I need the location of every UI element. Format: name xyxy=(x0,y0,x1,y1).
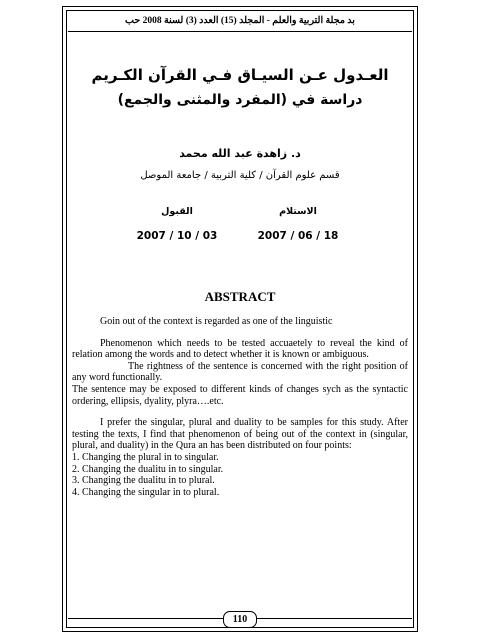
journal-header: بد مجلة التربية والعلم - المجلد (15) العدد (3) لسنة 2008 حب xyxy=(125,16,355,26)
received-date: 2007 / 06 / 18 xyxy=(257,230,339,242)
paper-subtitle: دراسة في (المفرد والمثنى والجمع) xyxy=(117,92,363,108)
abstract-paragraph: Goin out of the context is regarded as one of the linguistic xyxy=(100,316,333,327)
list-item: 2. Changing the dualitu in to singular. xyxy=(72,463,224,475)
abstract-heading: ABSTRACT xyxy=(204,289,276,304)
received-label: الاستلام xyxy=(279,206,317,217)
list-item: 4. Changing the singular in to plural. xyxy=(72,486,220,498)
abstract-body xyxy=(72,316,408,498)
paper-title: العـدول عـن السيـاق فـي القرآن الكـريم xyxy=(91,66,389,84)
abstract-paragraph: I prefer the singular, plural and duality to be samples for this study. After testing the texts, I find that phenomenon of being out of the context in (singular, plural, and duality) in the Qura an has been distributed on four points: xyxy=(72,417,408,452)
accepted-label: القبول xyxy=(161,206,193,217)
abstract-paragraph: The sentence may be exposed to different kinds of changes sych as the syntactic ordering, ellipsis, dyality, plyra….etc. xyxy=(72,383,408,407)
page-number: 110 xyxy=(223,611,257,628)
abstract-paragraph: Phenomenon which needs to be tested accuaetely to reveal the kind of relation among the words and to detect whether it is known or ambiguous. xyxy=(72,337,408,361)
list-item: 1. Changing the plural in to singular. xyxy=(72,451,219,463)
list-item: 3. Changing the dualitu in to plural. xyxy=(72,475,215,487)
author-name: د. زاهدة عبد الله محمد xyxy=(179,147,301,160)
accepted-date: 2007 / 10 / 03 xyxy=(136,230,218,242)
abstract-paragraph: The rightness of the sentence is concerned with the right position of any word functionally. xyxy=(72,360,408,384)
author-affiliation: قسم علوم القرآن / كلية التربية / جامعة الموصل xyxy=(140,170,340,181)
header-divider xyxy=(68,31,412,32)
